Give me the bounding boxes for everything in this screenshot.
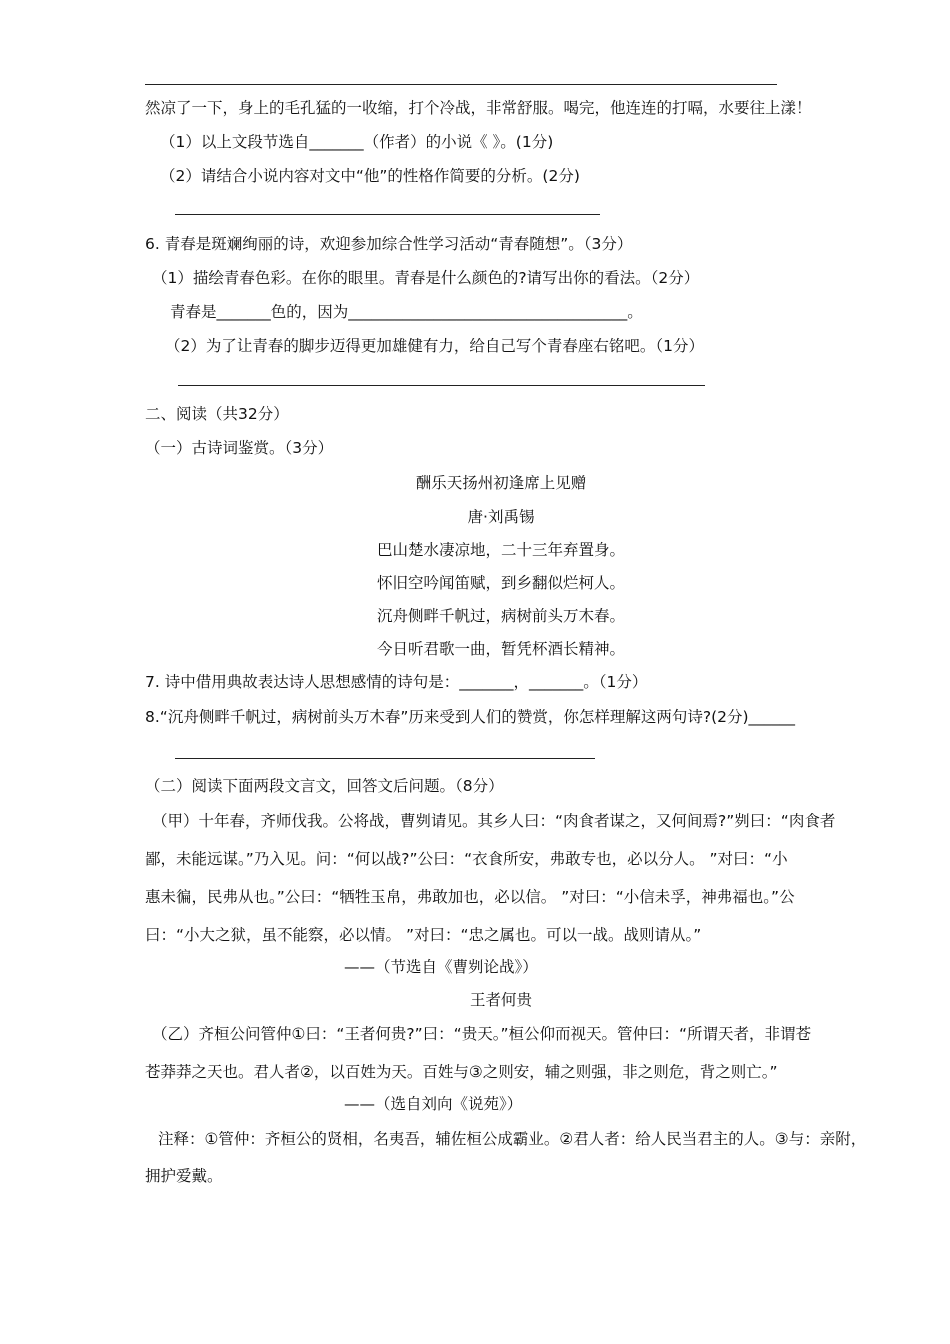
passage-jia-line: 鄙，未能远谋。”乃入见。问：“何以战?”公曰：“衣食所安，弗敢专也，必以分人。 ”对曰：“小 — [145, 850, 788, 868]
passage-jia-line: 惠未徧，民弗从也。”公曰：“牺牲玉帛，弗敢加也，必以信。 ”对曰：“小信未孚，神弗福也。”公 — [145, 888, 795, 906]
passage-yi-line: 苍莽莽之天也。君人者②，以百姓为天。百姓与③之则安，辅之则强，非之则危，背之则亡。” — [145, 1063, 778, 1081]
answer-line-6-2[interactable] — [178, 385, 705, 386]
passage-yi-line: （乙）齐桓公问管仲①曰：“王者何贵?”曰：“贵天。”桓公仰而视天。管仲曰：“所谓天者，非谓苍 — [152, 1025, 812, 1043]
passage-jia-source: ——（节选自《曹刿论战》） — [344, 958, 538, 976]
question-8: 8.“沉舟侧畔千帆过，病树前头万木春”历来受到人们的赞赏，你怎样理解这两句诗?(2分)______ — [145, 708, 796, 726]
poem-author: 唐·刘禹锡 — [467, 508, 535, 526]
question-6-1: （1）描绘青春色彩。在你的眼里。青春是什么颜色的?请写出你的看法。（2分） — [152, 269, 700, 287]
question-5-2: （2）请结合小说内容对文中“他”的性格作简要的分析。(2分) — [160, 167, 580, 185]
poem-line: 今日听君歌一曲，暂凭杯酒长精神。 — [376, 640, 625, 658]
poem-line: 怀旧空吟闻笛赋，到乡翻似烂柯人。 — [376, 574, 625, 592]
section-heading-reading: 二、阅读（共32分） — [145, 405, 289, 423]
question-6-2: （2）为了让青春的脚步迈得更加雄健有力，给自己写个青春座右铭吧。（1分） — [165, 337, 704, 355]
question-6-1-answer[interactable]: 青春是_______色的，因为____________________________________。 — [170, 303, 643, 321]
question-5-1: （1）以上文段节选自_______（作者）的小说《 》。(1分) — [160, 133, 554, 151]
poem-title: 酬乐天扬州初逢席上见赠 — [415, 474, 587, 492]
answer-line-8[interactable] — [175, 758, 595, 759]
passage-jia-line: 曰：“小大之狱，虽不能察，必以情。 ”对曰：“忠之属也。可以一战。战则请从。” — [145, 926, 702, 944]
annotation-line: 拥护爱戴。 — [145, 1167, 223, 1185]
subsection-poetry: （一）古诗词鉴赏。（3分） — [145, 439, 334, 457]
essay-title: 王者何贵 — [469, 991, 532, 1009]
subsection-classical: （二）阅读下面两段文言文，回答文后问题。（8分） — [145, 777, 504, 795]
poem-line: 沉舟侧畔千帆过，病树前头万木春。 — [376, 607, 625, 625]
poem-line: 巴山楚水凄凉地，二十三年弃置身。 — [376, 541, 625, 559]
annotation-line: 注释：①管仲：齐桓公的贤相，名夷吾，辅佐桓公成霸业。②君人者：给人民当君主的人。③与：亲附， — [158, 1130, 867, 1148]
passage-jia-line: （甲）十年春，齐师伐我。公将战，曹刿请见。其乡人曰：“肉食者谋之，又何间焉?”刿曰：“肉食者 — [152, 812, 836, 830]
answer-line-5-2[interactable] — [175, 214, 600, 215]
top-divider-line — [145, 84, 777, 85]
question-6: 6. 青春是斑斓绚丽的诗，欢迎参加综合性学习活动“青春随想”。（3分） — [145, 235, 633, 253]
passage-yi-source: ——（选自刘向《说苑》） — [344, 1095, 523, 1113]
passage-line: 然凉了一下，身上的毛孔猛的一收缩，打个冷战，非常舒服。喝完，他连连的打嗝，水要往上漾！ — [145, 99, 812, 117]
question-7: 7. 诗中借用典故表达诗人思想感情的诗句是：_______，_______。（1分） — [145, 673, 648, 691]
